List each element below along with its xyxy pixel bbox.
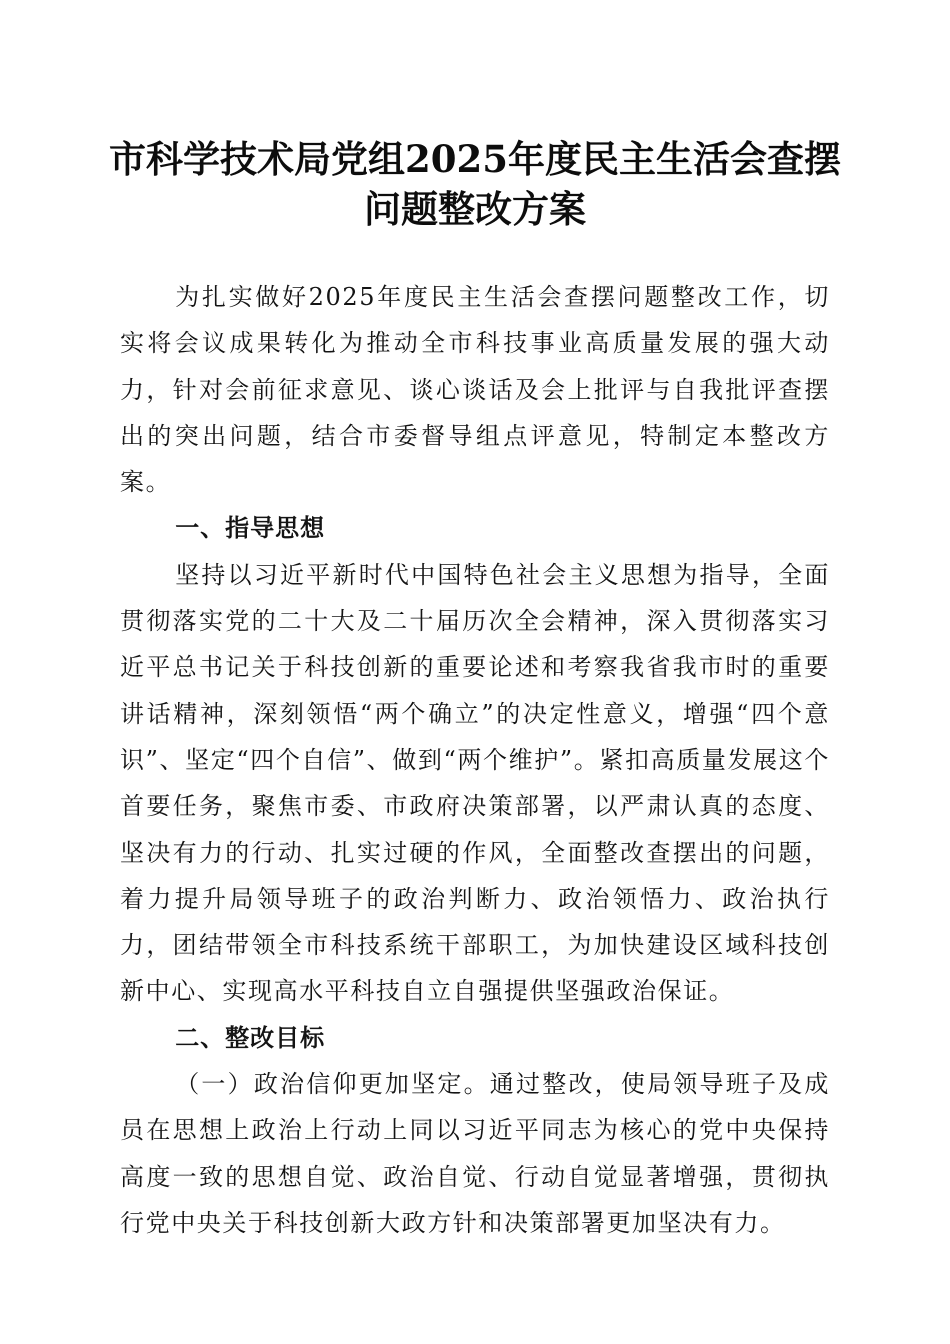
- section-1-paragraph: 坚持以习近平新时代中国特色社会主义思想为指导，全面贯彻落实党的二十大及二十届历次全会精神，深入贯彻落实习近平总书记关于科技创新的重要论述和考察我省我市时的重要讲话精神，深刻领悟“两个确立”的决定性意义，增强“四个意识”、坚定“四个自信”、做到“两个维护”。紧扣高质量发展这个首要任务，聚焦市委、市政府决策部署，以严肃认真的态度、坚决有力的行动、扎实过硬的作风，全面整改查摆出的问题，着力提升局领导班子的政治判断力、政治领悟力、政治执行力，团结带领全市科技系统干部职工，为加快建设区域科技创新中心、实现高水平科技自立自强提供坚强政治保证。: [120, 560, 830, 1006]
- goal-1-text: 通过整改，使局领导班子及成员在思想上政治上行动上同以习近平同志为核心的党中央保持高度一致的思想自觉、政治自觉、行动自觉显著增强，贯彻执行党中央关于科技创新大政方针和决策部署更加坚决有力。: [120, 1070, 830, 1237]
- intro-paragraph: 为扎实做好2025年度民主生活会查摆问题整改工作，切实将会议成果转化为推动全市科技事业高质量发展的强大动力，针对会前征求意见、谈心谈话及会上批评与自我批评查摆出的突出问题，结合市委督导组点评意见，特制定本整改方案。: [120, 283, 830, 497]
- document-title-line-2: 问题整改方案: [364, 187, 586, 231]
- document-title-line-1: 市科学技术局党组2025年度民主生活会查摆: [109, 137, 841, 181]
- section-2-heading: 二、整改目标: [175, 1023, 326, 1052]
- goal-1-lead: （一）政治信仰更加坚定。: [175, 1070, 490, 1099]
- document-body: [120, 274, 830, 1246]
- goal-1-paragraph: [120, 1061, 830, 1246]
- section-1-heading: 一、指导思想: [175, 514, 326, 543]
